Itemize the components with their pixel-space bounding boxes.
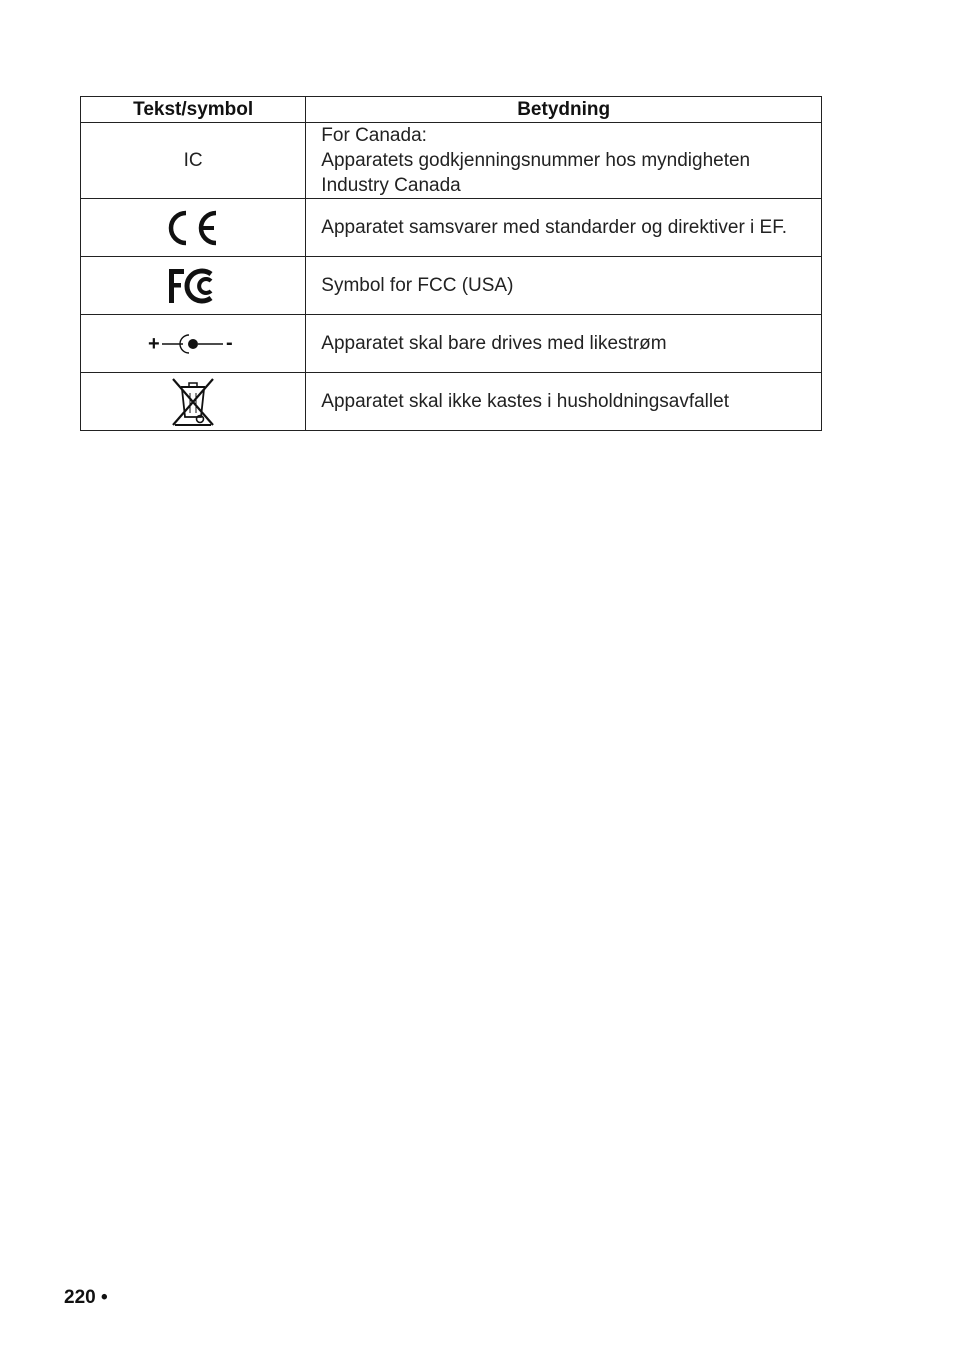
crossed-out-wheelie-bin-icon xyxy=(169,377,217,427)
meaning-cell: Apparatet skal ikke kastes i husholdningsavfallet xyxy=(306,373,822,431)
table-row xyxy=(81,315,822,373)
page-number: 220 • xyxy=(64,1287,108,1308)
minus-sign: - xyxy=(226,331,233,354)
symbol-cell xyxy=(81,315,306,373)
table-row xyxy=(81,199,822,257)
dc-polarity-icon xyxy=(147,332,239,356)
table-row xyxy=(81,257,822,315)
symbol-cell xyxy=(81,257,306,315)
meaning-cell: Apparatet samsvarer med standarder og direktiver i EF. xyxy=(306,199,822,257)
symbol-cell xyxy=(81,373,306,431)
header-symbol: Tekst/symbol xyxy=(81,97,306,123)
ic-label: IC xyxy=(183,149,203,171)
table-row xyxy=(81,373,822,431)
header-meaning: Betydning xyxy=(306,97,822,123)
meaning-cell: Apparatet skal bare drives med likestrøm xyxy=(306,315,822,373)
fcc-logo-icon xyxy=(167,267,219,305)
table-row xyxy=(81,123,822,199)
meaning-cell xyxy=(306,123,822,199)
meaning-line: For Canada: xyxy=(321,125,427,146)
table-header-row xyxy=(81,97,822,123)
symbol-cell xyxy=(81,199,306,257)
meaning-cell: Symbol for FCC (USA) xyxy=(306,257,822,315)
meaning-line: Industry Canada xyxy=(321,175,461,196)
plus-sign: + xyxy=(148,332,160,355)
symbol-cell xyxy=(81,123,306,199)
symbol-meaning-table xyxy=(80,96,822,431)
ce-mark-icon xyxy=(166,208,220,248)
meaning-line: Apparatets godkjenningsnummer hos myndigheten xyxy=(321,150,751,171)
